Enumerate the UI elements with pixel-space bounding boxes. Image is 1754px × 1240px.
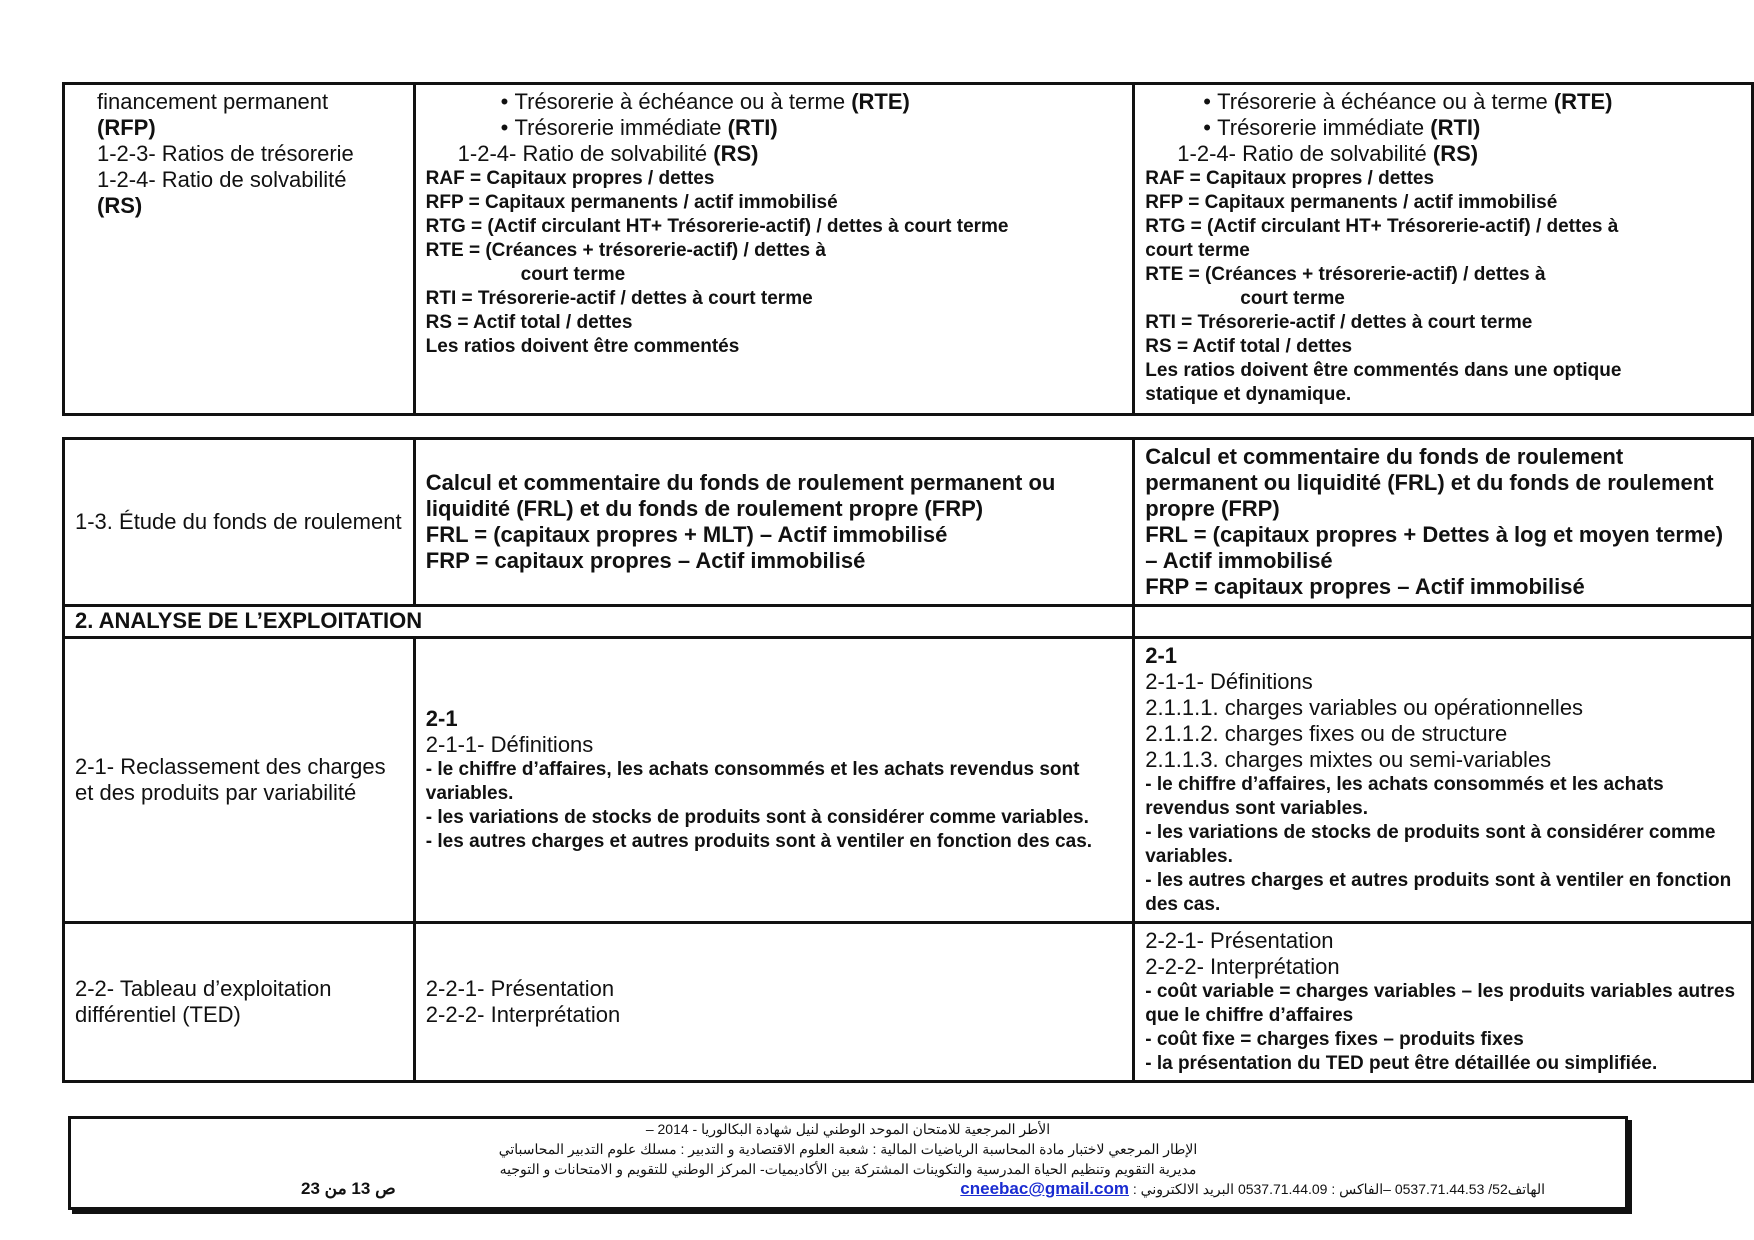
formula-line: RS = Actif total / dettes	[1145, 336, 1353, 357]
definition-line: 2.1.1.3. charges mixtes ou semi-variables	[1145, 747, 1552, 772]
ted-line: 2-2-2- Interprétation	[425, 1002, 621, 1027]
ratio-title: 1-2-4- Ratio de solvabilité (RS)	[457, 141, 759, 166]
rule-line: - le chiffre d’affaires, les achats consommés et les achats revendus sont variables.	[425, 759, 1080, 804]
ted-expected-cell	[1134, 923, 1753, 1082]
ted-rule: - la présentation du TED peut être détaillée ou simplifiée.	[1145, 1053, 1658, 1074]
formula-line: Les ratios doivent être commentés	[425, 336, 740, 357]
formula-line: court terme	[1240, 288, 1345, 309]
formula-line: RTE = (Créances + trésorerie-actif) / dettes à	[425, 240, 826, 261]
ratios-expected-cell	[1134, 84, 1753, 415]
formula-line: RAF = Capitaux propres / dettes	[425, 168, 715, 189]
bullet-item: • Trésorerie immédiate (RTI)	[426, 115, 1123, 141]
section-title-cell	[64, 606, 1134, 638]
ted-line: 2-2-1- Présentation	[1145, 928, 1334, 953]
formula-line: RAF = Capitaux propres / dettes	[1145, 168, 1435, 189]
rule-line: - les autres charges et autres produits sont à ventiler en fonction des cas.	[425, 831, 1093, 852]
bullet-item: • Trésorerie immédiate (RTI)	[1145, 115, 1741, 141]
footer-department: مديرية التقويم وتنظيم الحياة المدرسية والتكوينات المشتركة بين الأكاديميات- المركز الوطني للتقويم و الامتحانات و التوجيه	[499, 1161, 1197, 1177]
ted-rule: - coût fixe = charges fixes – produits fixes	[1145, 1029, 1524, 1050]
formula-line: RTI = Trésorerie-actif / dettes à court terme	[425, 288, 813, 309]
sub-head: 2-1	[1145, 643, 1178, 668]
ratios-label-cell	[64, 84, 415, 415]
analysis-table	[62, 437, 1754, 1083]
formula-line: court terme	[1145, 240, 1250, 261]
rule-line: - les autres charges et autres produits sont à ventiler en fonction des cas.	[1145, 870, 1732, 915]
formula-line: RFP = Capitaux permanents / actif immobilisé	[425, 192, 838, 213]
label-line: 1-2-4- Ratio de solvabilité	[97, 167, 347, 192]
fr-line: FRP = capitaux propres – Actif immobilisé	[1145, 574, 1585, 599]
fr-content-cell	[414, 439, 1133, 606]
reclass-content-cell	[414, 638, 1133, 923]
ted-label: 2-2- Tableau d’exploitation différentiel (TED)	[75, 976, 332, 1027]
rule-line: - les variations de stocks de produits sont à considérer comme variables.	[1145, 822, 1716, 867]
fr-line: Calcul et commentaire du fonds de roulement permanent ou liquidité (FRL) et du fonds de roulement propre (FRP)	[425, 470, 1056, 521]
formula-line: RTE = (Créances + trésorerie-actif) / dettes à	[1145, 264, 1546, 285]
email-link[interactable]: cneebac@gmail.com	[960, 1179, 1129, 1198]
fr-label-cell	[64, 439, 415, 606]
label-line: (RFP)	[97, 115, 156, 140]
footer-title: الأطر المرجعية للامتحان الموحد الوطني لنيل شهادة البكالوريا - 2014 –	[645, 1121, 1051, 1137]
definition-line: 2.1.1.1. charges variables ou opérationnelles	[1145, 695, 1584, 720]
page-number: ص 13 من 23	[301, 1179, 396, 1198]
reclass-expected-cell	[1134, 638, 1753, 923]
footer-subject: الإطار المرجعي لاختبار مادة المحاسبة الرياضيات المالية : شعبة العلوم الاقتصادية و التدبير : مسلك علوم التدبير المحاسباتي	[498, 1141, 1198, 1157]
section-title: 2. ANALYSE DE L’EXPLOITATION	[75, 608, 423, 633]
label-line: financement permanent	[97, 89, 329, 114]
footer-contact	[960, 1179, 1545, 1199]
bullet-item: • Trésorerie à échéance ou à terme (RTE)	[1145, 89, 1741, 115]
formula-line: RTG = (Actif circulant HT+ Trésorerie-actif) / dettes à court terme	[425, 216, 1009, 237]
ted-line: 2-2-2- Interprétation	[1145, 954, 1340, 979]
formula-line: statique et dynamique.	[1145, 384, 1352, 405]
fr-line: FRP = capitaux propres – Actif immobilisé	[425, 548, 866, 573]
formula-line: RTI = Trésorerie-actif / dettes à court terme	[1145, 312, 1533, 333]
fr-line: Calcul et commentaire du fonds de roulement permanent ou liquidité (FRL) et du fonds de roulement propre (FRP)	[1145, 444, 1714, 521]
bullet-item: • Trésorerie à échéance ou à terme (RTE)	[426, 89, 1123, 115]
contact-text: الهاتف52/ 0537.71.44.53 –الفاكس : 0537.71.44.09 البريد الالكتروني :	[1128, 1181, 1545, 1197]
ted-rule: - coût variable = charges variables – les produits variables autres que le chiffre d’affaires	[1145, 981, 1736, 1026]
fr-line: FRL = (capitaux propres + MLT) – Actif immobilisé	[425, 522, 948, 547]
fr-line: FRL = (capitaux propres + Dettes à log et moyen terme) – Actif immobilisé	[1145, 522, 1724, 573]
ratios-content-cell	[414, 84, 1134, 415]
definition-line: 2.1.1.2. charges fixes ou de structure	[1145, 721, 1508, 746]
label-line: 1-2-3- Ratios de trésorerie	[97, 141, 354, 166]
reclass-label-cell	[64, 638, 415, 923]
label-line: (RS)	[97, 193, 143, 218]
formula-line: RFP = Capitaux permanents / actif immobilisé	[1145, 192, 1558, 213]
formula-line: RS = Actif total / dettes	[425, 312, 633, 333]
fr-expected-cell	[1134, 439, 1753, 606]
fr-label: 1-3. Étude du fonds de roulement	[75, 509, 402, 534]
ted-line: 2-2-1- Présentation	[425, 976, 615, 1001]
ratio-title: 1-2-4- Ratio de solvabilité (RS)	[1177, 141, 1479, 166]
ted-label-cell	[64, 923, 415, 1082]
formula-line: Les ratios doivent être commentés dans une optique	[1145, 360, 1622, 381]
definitions-title: 2-1-1- Définitions	[425, 732, 594, 757]
ted-content-cell	[414, 923, 1133, 1082]
formula-line: RTG = (Actif circulant HT+ Trésorerie-actif) / dettes à	[1145, 216, 1619, 237]
section-empty-cell	[1134, 606, 1753, 638]
formula-line: court terme	[520, 264, 626, 285]
sub-head: 2-1	[425, 706, 458, 731]
page-footer	[68, 1116, 1628, 1210]
rule-line: - les variations de stocks de produits sont à considérer comme variables.	[425, 807, 1089, 828]
rule-line: - le chiffre d’affaires, les achats consommés et les achats revendus sont variables.	[1145, 774, 1664, 819]
ratios-table	[62, 82, 1754, 416]
definitions-title: 2-1-1- Définitions	[1145, 669, 1313, 694]
reclass-label: 2-1- Reclassement des charges et des produits par variabilité	[75, 754, 386, 805]
